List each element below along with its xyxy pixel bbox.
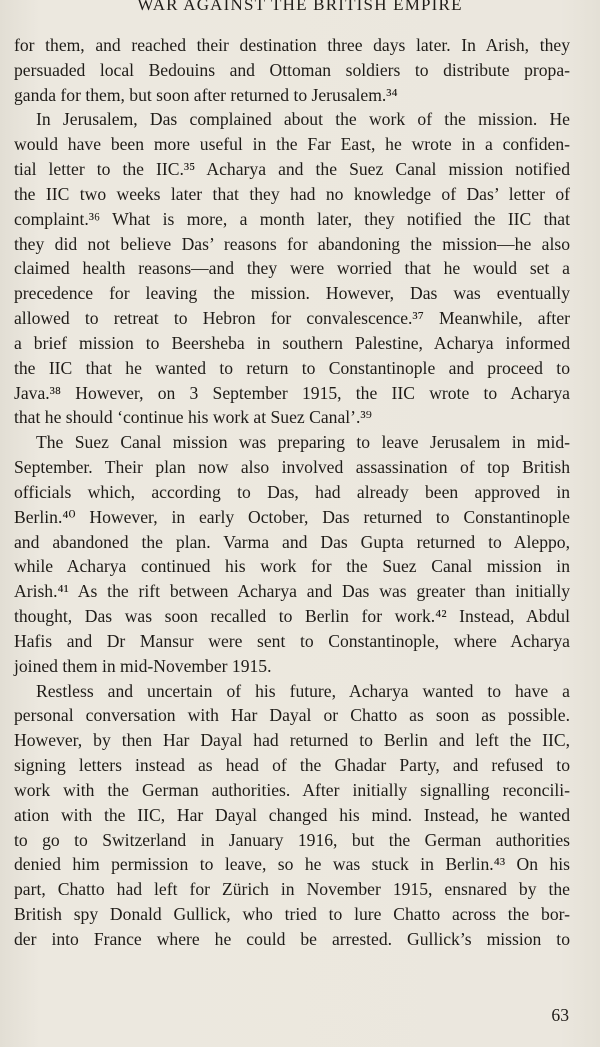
text-line: precedence for leaving the mission. However, Das was eventually [14, 283, 570, 304]
text-line: der into France where he could be arrested. Gullick’s mission to [14, 928, 570, 949]
text-line: In Jerusalem, Das complained about the work of the mission. He [36, 109, 570, 130]
text-line: for them, and reached their destination three days later. In Arish, they [14, 35, 570, 55]
page-number: 63 [551, 1005, 569, 1025]
text-line: However, by then Har Dayal had returned to Berlin and left the IIC, [14, 730, 570, 751]
text-line: The Suez Canal mission was preparing to leave Jerusalem in mid- [36, 432, 570, 453]
running-head: WAR AGAINST THE BRITISH EMPIRE [137, 0, 463, 14]
text-line: Hafis and Dr Mansur were sent to Constantinople, where Acharya [14, 630, 570, 651]
text-line: work with the German authorities. After initially signalling reconcili- [14, 779, 570, 800]
text-line: claimed health reasons—and they were worried that he would set a [14, 258, 570, 279]
text-line: Berlin.⁴⁰ However, in early October, Das returned to Constantinople [14, 506, 570, 527]
text-line: Restless and uncertain of his future, Acharya wanted to have a [36, 680, 570, 701]
text-line: Java.³⁸ However, on 3 September 1915, the IIC wrote to Acharya [14, 382, 570, 403]
text-line: thought, Das was soon recalled to Berlin for work.⁴² Instead, Abdul [14, 606, 570, 627]
text-line: persuaded local Bedouins and Ottoman soldiers to distribute propa- [14, 59, 570, 80]
text-line: part, Chatto had left for Zürich in November 1915, ensnared by the [14, 879, 570, 900]
text-line: they did not believe Das’ reasons for abandoning the mission—he also [14, 233, 570, 254]
text-line: would have been more useful in the Far East, he wrote in a confiden- [14, 134, 570, 155]
text-line: officials which, according to Das, had already been approved in [14, 481, 570, 502]
text-line: that he should ‘continue his work at Suez Canal’.³⁹ [14, 407, 372, 428]
text-line: joined them in mid-November 1915. [14, 655, 272, 676]
text-line: signing letters instead as head of the Ghadar Party, and refused to [14, 755, 570, 776]
text-line: personal conversation with Har Dayal or Chatto as soon as possible. [14, 705, 570, 726]
text-line: September. Their plan now also involved assassination of top British [14, 457, 570, 478]
body-text [14, 33, 570, 952]
text-line: Arish.⁴¹ As the rift between Acharya and Das was greater than initially [14, 581, 570, 602]
text-line: ganda for them, but soon after returned to Jerusalem.³⁴ [14, 84, 398, 105]
text-line: British spy Donald Gullick, who tried to lure Chatto across the bor- [14, 903, 570, 924]
text-line: ation with the IIC, Har Dayal changed his mind. Instead, he wanted [14, 804, 570, 825]
text-line: a brief mission to Beersheba in southern Palestine, Acharya informed [14, 332, 570, 353]
text-line: and abandoned the plan. Varma and Das Gupta returned to Aleppo, [14, 531, 570, 552]
text-line: tial letter to the IIC.³⁵ Acharya and the Suez Canal mission notified [14, 159, 570, 180]
text-line: allowed to retreat to Hebron for convalescence.³⁷ Meanwhile, after [14, 308, 570, 329]
text-line: the IIC two weeks later that they had no knowledge of Das’ letter of [14, 183, 570, 204]
text-line: to go to Switzerland in January 1916, but the German authorities [14, 829, 570, 850]
text-line: the IIC that he wanted to return to Constantinople and proceed to [14, 357, 570, 378]
text-line: complaint.³⁶ What is more, a month later, they notified the IIC that [14, 208, 570, 229]
text-line: while Acharya continued his work for the Suez Canal mission in [14, 556, 570, 577]
text-line: denied him permission to leave, so he was stuck in Berlin.⁴³ On his [14, 854, 570, 875]
